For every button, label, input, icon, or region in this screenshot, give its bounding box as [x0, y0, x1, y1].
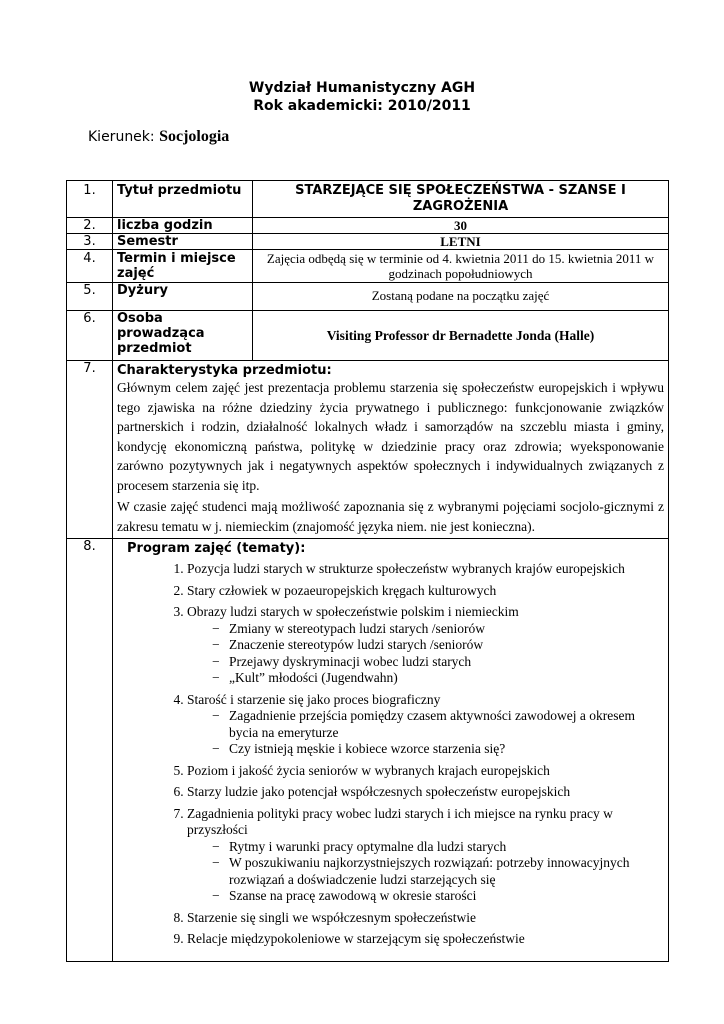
program-topic — [187, 763, 664, 780]
program-topic — [187, 604, 664, 687]
row-label: Dyżury — [113, 283, 253, 311]
program-topic-text: Starzy ludzie jako potencjał współczesnych społeczeństw europejskich — [187, 784, 571, 799]
row-number: 8. — [67, 539, 113, 962]
table-row — [67, 181, 669, 218]
course-title — [253, 181, 669, 218]
faculty-heading: Wydział Humanistyczny AGH — [248, 80, 476, 96]
row-number: 3. — [67, 234, 113, 250]
row-label: liczba godzin — [113, 218, 253, 234]
program-topic-text: Starość i starzenie się jako proces biograficzny — [187, 691, 441, 707]
field-of-study-label: Kierunek: — [88, 129, 155, 145]
program-subtopic: − Rytmy i warunki pracy optymalne dla ludzi starych — [229, 839, 664, 856]
row-number: 7. — [67, 361, 113, 539]
field-of-study-value: Socjologia — [159, 128, 230, 145]
program-subtopic: − W poszukiwaniu najkorzystniejszych rozwiązań: potrzeby innowacyjnych rozwiązań a doświadczenie ludzi starzejących się — [229, 855, 664, 888]
lecturer-value: Visiting Professor dr Bernadette Jonda (Halle) — [253, 311, 669, 361]
syllabus-table — [66, 180, 669, 962]
office-hours-value: Zostaną podane na początku zajęć — [253, 283, 669, 311]
program-topic-text: Poziom i jakość życia seniorów w wybranych krajach europejskich — [187, 762, 550, 778]
table-row — [67, 283, 669, 311]
program-subtopic: − Przejawy dyskryminacji wobec ludzi starych — [229, 654, 664, 671]
characteristics-paragraph: W czasie zajęć studenci mają możliwość zapoznania się z wybranymi pojęciami socjolo-gicznymi z zakresu tematu w j. niemieckim (znajomość języka niem. nie jest konieczna). — [117, 499, 664, 534]
table-row — [67, 218, 669, 234]
program-subtopic: − Czy istnieją męskie i kobiece wzorce starzenia się? — [229, 741, 664, 758]
table-row — [67, 539, 669, 962]
table-row — [67, 250, 669, 283]
program-subtopic: − Zmiany w stereotypach ludzi starych /seniorów — [229, 621, 664, 638]
subtopic-list — [187, 839, 664, 905]
program-topic — [187, 561, 664, 578]
topics-list — [113, 561, 664, 948]
row-number: 5. — [67, 283, 113, 311]
row-number: 6. — [67, 311, 113, 361]
program-topic — [187, 910, 664, 927]
characteristics-heading: Charakterystyka przedmiotu: — [117, 363, 332, 378]
characteristics-cell — [113, 361, 669, 539]
subtopic-list — [187, 621, 664, 687]
program-topic — [187, 784, 664, 801]
academic-year-heading: Rok akademicki: 2010/2011 — [253, 98, 471, 114]
schedule-value: Zajęcia odbędą się w terminie od 4. kwietnia 2011 do 15. kwietnia 2011 w godzinach popołudniowych — [253, 250, 669, 283]
table-row — [67, 234, 669, 250]
course-title-text: STARZEJĄCE SIĘ SPOŁECZEŃSTWA - SZANSE I ZAGROŻENIA — [295, 183, 626, 214]
program-topic-text: Stary człowiek w pozaeuropejskich kręgach kulturowych — [187, 582, 497, 598]
program-topics — [113, 556, 668, 961]
program-subtopic: − Szanse na pracę zawodową w okresie starości — [229, 888, 664, 905]
subtopic-list — [187, 708, 664, 758]
row-number: 1. — [67, 181, 113, 218]
program-subtopic: − Zagadnienie przejścia pomiędzy czasem aktywności zawodowej a okresem bycia na emeryturze — [229, 708, 664, 741]
program-heading: Program zajęć (tematy): — [127, 541, 306, 556]
semester-value: LETNI — [253, 234, 669, 250]
table-row — [67, 311, 669, 361]
program-subtopic: − „Kult” młodości (Jugendwahn) — [229, 670, 664, 687]
program-topic-text: Starzenie się singli we współczesnym społeczeństwie — [187, 909, 477, 925]
program-cell — [113, 539, 669, 962]
row-number: 4. — [67, 250, 113, 283]
row-label: Termin i miejsce zajęć — [113, 250, 253, 283]
row-label: Tytuł przedmiotu — [113, 181, 253, 218]
program-topic-text: Zagadnienia polityki pracy wobec ludzi starych i ich miejsce na rynku pracy w przyszłości — [187, 805, 613, 837]
program-topic-text: Obrazy ludzi starych w społeczeństwie polskim i niemieckim — [187, 604, 519, 619]
program-topic — [187, 583, 664, 600]
characteristics-paragraph: Głównym celem zajęć jest prezentacja problemu starzenia się społeczeństw europejskich i wpływu tego zjawiska na różne dziedziny życia prywatnego i publicznego: funkcjonowanie związków partnerskich i rodzin, działalność lokalnych władz i samorządów na szczeblu miasta i gminy, kondycję ekonomiczną państwa, politykę w dziedzinie pracy oraz zdrowia; wyeksponowanie zarówno pozytywnych jak i negatywnych aspektów społecznych i indywidualnych związanych z procesem starzenia się itp. — [117, 380, 664, 493]
program-topic — [187, 806, 664, 905]
row-label: Semestr — [113, 234, 253, 250]
program-topic — [187, 692, 664, 758]
row-label: Osoba prowadząca przedmiot — [113, 311, 253, 361]
row-number: 2. — [67, 218, 113, 234]
program-topic — [187, 931, 664, 948]
program-topic-text: Relacje międzypokoleniowe w starzejącym się społeczeństwie — [187, 931, 525, 946]
hours-value: 30 — [253, 218, 669, 234]
program-subtopic: − Znaczenie stereotypów ludzi starych /seniorów — [229, 637, 664, 654]
field-of-study — [88, 128, 229, 146]
program-topic-text: Pozycja ludzi starych w strukturze społeczeństw wybranych krajów europejskich — [187, 561, 625, 576]
table-row — [67, 361, 669, 539]
